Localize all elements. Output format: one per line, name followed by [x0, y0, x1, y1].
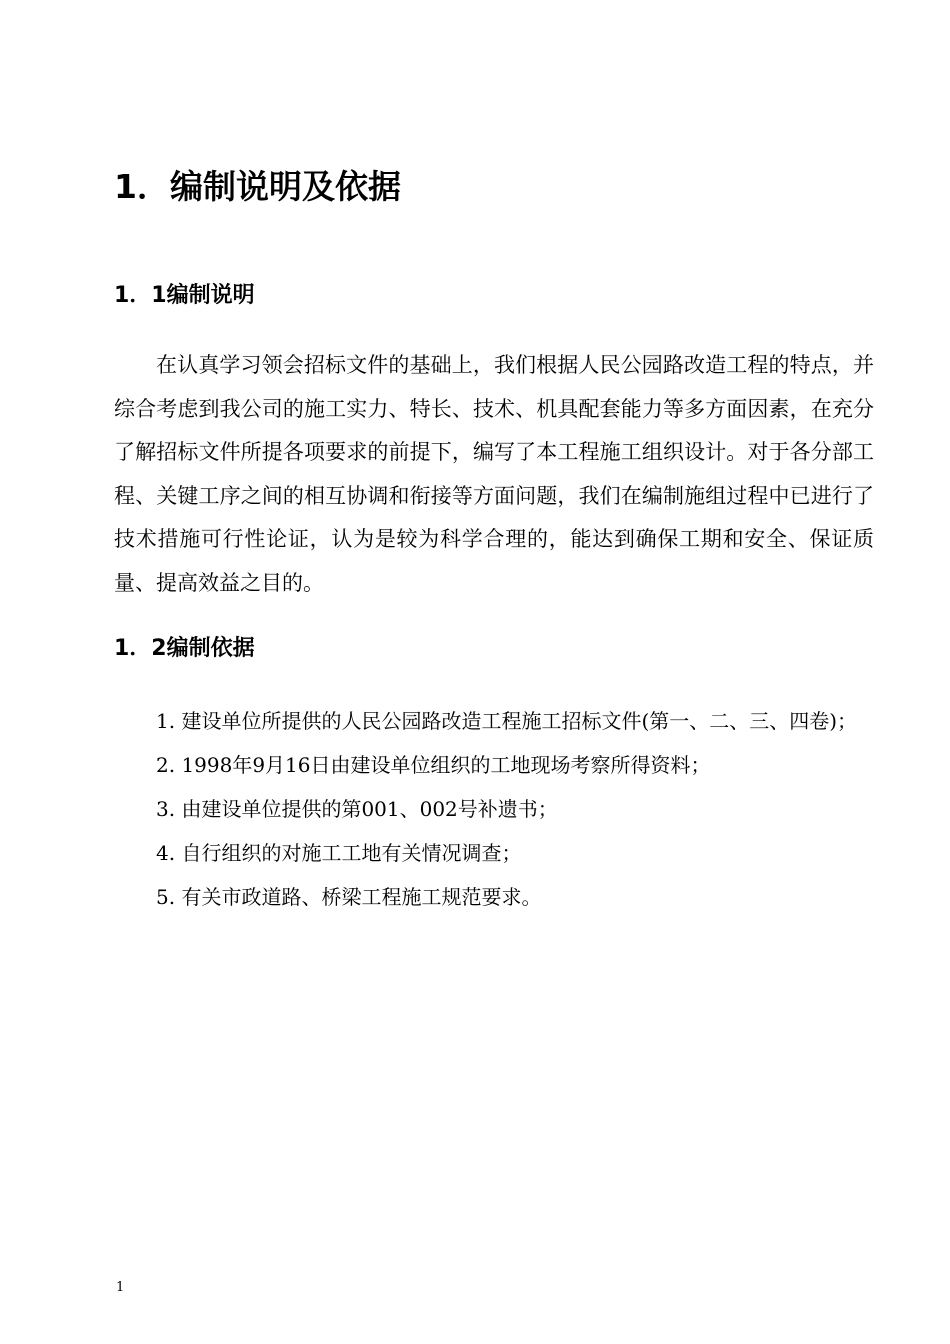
list-item: 2. 1998年9月16日由建设单位组织的工地现场考察所得资料； — [156, 753, 711, 777]
chapter-title: 1．编制说明及依据 — [114, 167, 401, 206]
section-1-paragraph: 在认真学习领会招标文件的基础上，我们根据人民公园路改造工程的特点，并综合考虑到我公司的施工实力、特长、技术、机具配套能力等多方面因素，在充分了解招标文件所提各项要求的前提下，编写了本工程施工组织设计。对于各分部工程、关键工序之间的相互协调和衔接等方面问题，我们在编制施组过程中已进行了技术措施可行性论证，认为是较为科学合理的，能达到确保工期和安全、保证质量、提高效益之目的。 — [114, 353, 874, 595]
list-item: 4. 自行组织的对施工工地有关情况调查； — [156, 841, 522, 865]
list-item: 1. 建设单位所提供的人民公园路改造工程施工招标文件(第一、二、三、四卷)； — [156, 709, 858, 733]
page-number: 1 — [116, 1280, 125, 1295]
section-heading-2: 1．2编制依据 — [114, 636, 255, 661]
list-item: 5. 有关市政道路、桥梁工程施工规范要求。 — [156, 885, 542, 909]
section-heading-1: 1．1编制说明 — [114, 283, 255, 308]
basis-list — [114, 699, 874, 919]
list-item: 3. 由建设单位提供的第001、002号补遗书； — [156, 797, 558, 821]
